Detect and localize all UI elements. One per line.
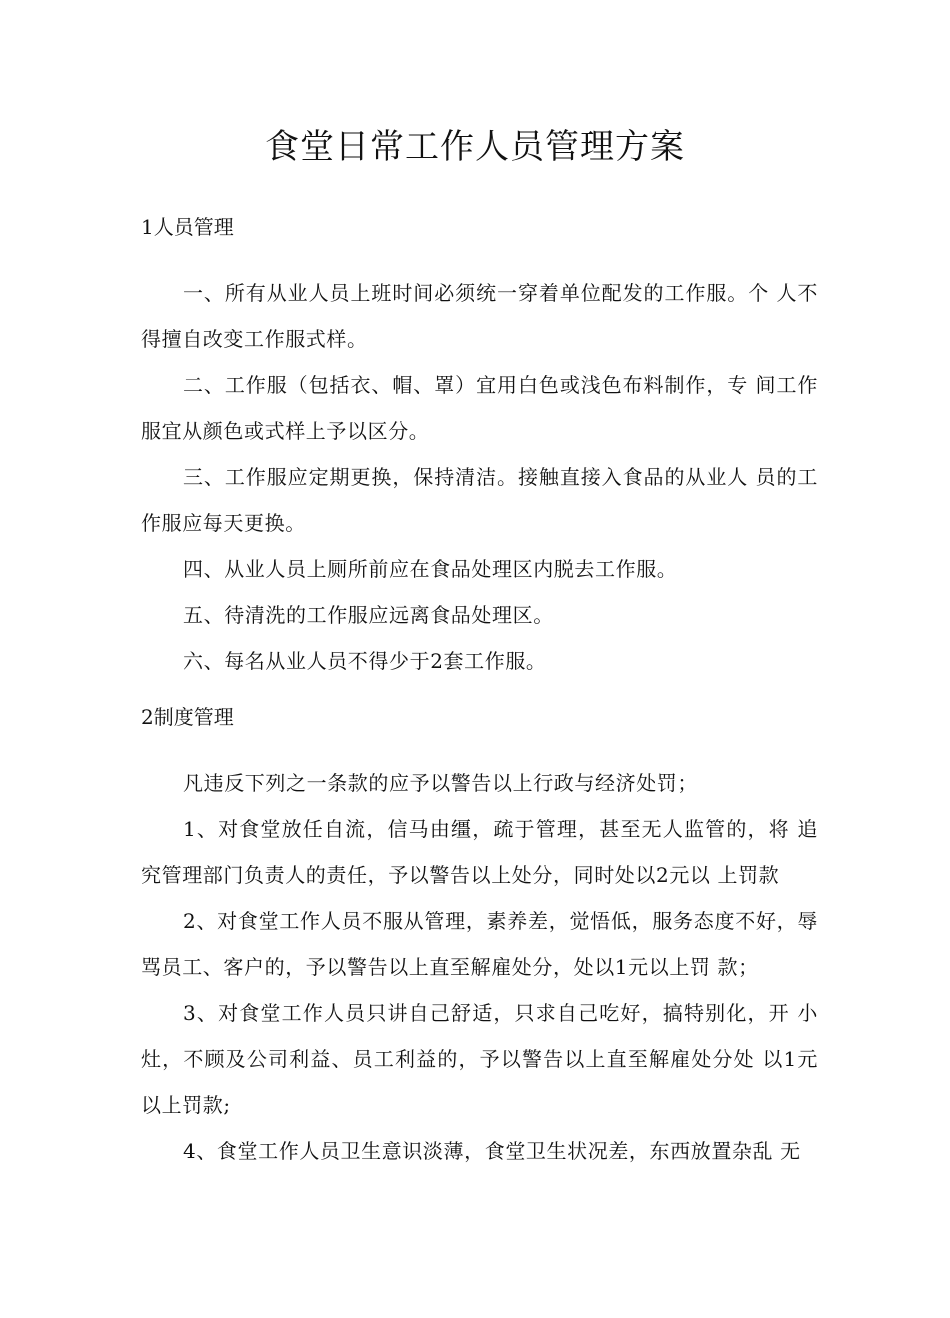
paragraph: 3、对食堂工作人员只讲自己舒适，只求自己吃好，搞特别化，开 小灶，不顾及公司利益、员工利益的，予以警告以上直至解雇处分处 以1元以上罚款; bbox=[141, 1001, 818, 1117]
paragraph: 五、待清洗的工作服应远离食品处理区。 bbox=[183, 603, 554, 627]
paragraph: 六、每名从业人员不得少于2套工作服。 bbox=[183, 649, 547, 673]
paragraph: 1、对食堂放任自流，信马由缰，疏于管理，甚至无人监管的，将 追究管理部门负责人的责任，予以警告以上处分，同时处以2元以 上罚款 bbox=[141, 817, 818, 887]
paragraph: 四、从业人员上厕所前应在食品处理区内脱去工作服。 bbox=[183, 557, 678, 581]
paragraph: 凡违反下列之一条款的应予以警告以上行政与经济处罚； bbox=[183, 771, 698, 795]
document-title: 食堂日常工作人员管理方案 bbox=[265, 127, 685, 167]
paragraph: 2、对食堂工作人员不服从管理，素养差，觉悟低，服务态度不好，辱骂员工、客户的，予以警告以上直至解雇处分，处以1元以上罚 款； bbox=[141, 909, 818, 979]
section-heading-personnel: 1人员管理 bbox=[141, 215, 234, 239]
paragraph: 三、工作服应定期更换，保持清洁。接触直接入食品的从业人 员的工作服应每天更换。 bbox=[141, 465, 818, 535]
paragraph: 4、食堂工作人员卫生意识淡薄，食堂卫生状况差，东西放置杂乱 无 bbox=[183, 1139, 801, 1163]
section-heading-rules: 2制度管理 bbox=[141, 705, 234, 729]
paragraph: 二、工作服（包括衣、帽、罩）宜用白色或浅色布料制作，专 间工作服宜从颜色或式样上予以区分。 bbox=[141, 373, 818, 443]
paragraph: 一、所有从业人员上班时间必须统一穿着单位配发的工作服。个 人不得擅自改变工作服式样。 bbox=[141, 281, 818, 351]
